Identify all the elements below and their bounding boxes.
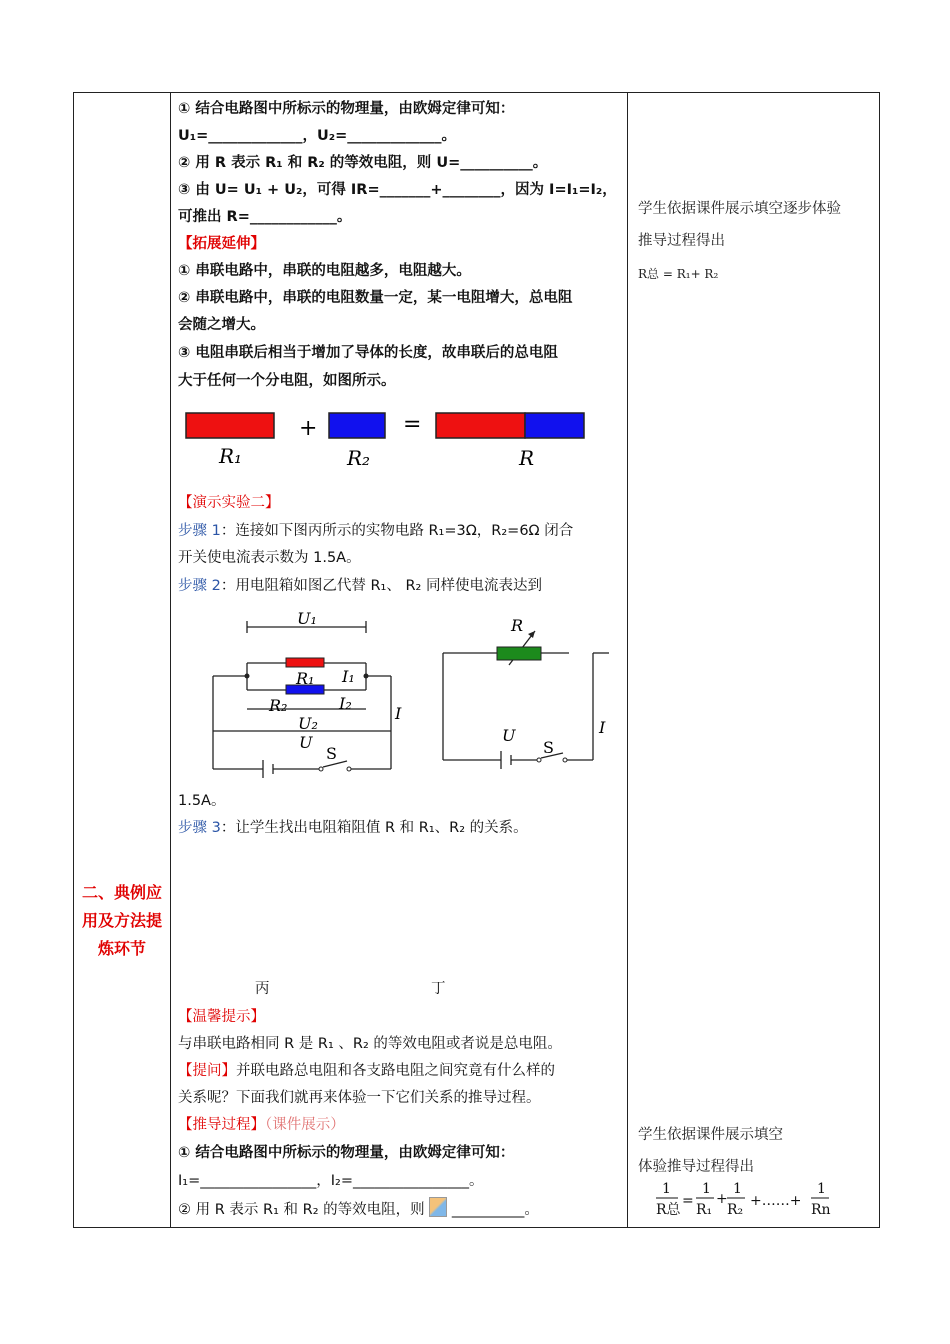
section-label: 二、典例应用及方法提炼环节 [81,883,162,958]
svg-text:1: 1 [817,1181,826,1197]
i1-label: I₁ [342,667,355,686]
svg-text:Rn: Rn [811,1202,831,1218]
step-3-text: ：让学生找出电阻箱阻值 R 和 R₁、R₂ 的关系。 [220,820,528,836]
plus-sign: + [299,416,318,441]
switch-label: S [326,744,337,763]
r-bar-red [436,413,525,438]
student-activity-column [630,93,880,1227]
section-column [74,93,170,1227]
content-column [171,93,627,1227]
extension-point-2: ② 串联电路中，串联的电阻数量一定，某一电阻增大，总电阻 [178,290,573,306]
activity-2-line-1: 学生依据课件展示填空 [638,1127,783,1143]
r2-bar [329,413,385,438]
column-divider-2 [627,93,628,1227]
step-3-label: 步骤 3 [178,820,221,836]
parallel-step-2-blank: __________。 [451,1202,539,1218]
svg-text:1: 1 [702,1181,711,1197]
step-1b: 开关使电流表示数为 1.5A。 [178,550,361,566]
tip-text: 与串联电路相同 R 是 R₁ 、R₂ 的等效电阻或者说是总电阻。 [178,1036,562,1052]
u2-label: U₂ [298,714,318,733]
svg-text:1: 1 [662,1181,671,1197]
svg-text:R₁: R₁ [696,1202,713,1218]
step-1-label: 步骤 1 [178,523,221,539]
activity-1-line-2: 推导过程得出 [638,233,725,249]
activity-2-line-2: 体验推导过程得出 [638,1159,754,1175]
extension-title: 【拓展延伸】 [178,236,265,252]
derivation-step-2: ② 用 R 表示 R₁ 和 R₂ 的等效电阻，则 U=__________。 [178,155,548,171]
svg-text:=: = [682,1193,694,1209]
i-label: I [395,704,402,723]
r1-resistor [286,658,324,667]
i-label-ding: I [599,718,606,737]
question-text: 并联电路总电阻和各支路电阻之间究竟有什么样的 [236,1063,555,1079]
activity-1-line-1: 学生依据课件展示填空逐步体验 [638,201,841,217]
r2-label-circuit: R₂ [269,696,288,715]
r-bar-blue [525,413,584,438]
r1-bar [186,413,274,438]
r-label-ding: R [511,616,524,635]
circuit-bing [201,605,402,775]
question [178,1059,555,1080]
switch-label-ding: S [543,738,554,757]
equals-sign: = [403,412,422,437]
derivation-note: （课件展示） [265,1117,345,1133]
r2-label: R₂ [347,446,371,470]
series-resistance-formula: R总 = R₁+ R₂ [638,267,719,281]
circuit-ding [439,605,609,775]
derivation-title: 【推导过程】 [178,1117,265,1133]
parallel-step-1: ① 结合电路图中所标示的物理量，由欧姆定律可知： [178,1145,515,1161]
derivation-heading [178,1113,345,1134]
figure-label-bing: 丙 [255,981,270,997]
demo-title: 【演示实验二】 [178,495,280,511]
svg-text:R总: R总 [656,1202,681,1218]
embedded-image-icon [429,1197,447,1217]
step-2-label: 步骤 2 [178,578,221,594]
extension-point-3: ③ 电阻串联后相当于增加了导体的长度，故串联后的总电阻 [178,345,558,361]
derivation-step-3: ③ 由 U= U₁ + U₂，可得 IR=_______+________，因为 I=I₁=I₂， [178,182,617,198]
tip-title: 【温馨提示】 [178,1009,265,1025]
extension-point-2b: 会随之增大。 [178,317,265,333]
question-title: 【提问】 [178,1063,236,1079]
svg-text:1: 1 [733,1181,742,1197]
extension-point-1: ① 串联电路中，串联的电阻越多，电阻越大。 [178,263,471,279]
derivation-step-1: ① 结合电路图中所标示的物理量，由欧姆定律可知： [178,101,515,117]
extension-point-3b: 大于任何一个分电阻，如图所示。 [178,373,396,389]
derivation-step-3b: 可推出 R=____________。 [178,209,352,225]
svg-text:+: + [716,1191,728,1207]
step-2b: 1.5A。 [178,793,226,809]
i2-label: I₂ [339,694,352,713]
derivation-step-1-blanks: U₁=_____________，U₂=_____________。 [178,128,457,144]
figure-label-ding: 丁 [431,981,446,997]
u-label-ding: U [502,726,516,745]
r1-label: R₁ [219,444,243,468]
step-2 [178,574,542,595]
svg-text:+……+: +……+ [750,1193,802,1209]
step-1 [178,519,573,540]
r1-label-circuit: R₁ [296,669,315,688]
r-label: R [519,446,535,470]
parallel-step-2 [178,1197,539,1219]
series-resistor-diagram [171,399,627,479]
svg-text:R₂: R₂ [727,1202,744,1218]
step-3 [178,816,528,837]
parallel-step-1-blanks: I₁=________________，I₂=________________。 [178,1173,484,1189]
parallel-step-2-text: ② 用 R 表示 R₁ 和 R₂ 的等效电阻，则 [178,1202,425,1218]
step-2-text: ：用电阻箱如图乙代替 R₁、 R₂ 同样使电流表达到 [220,578,542,594]
u-label: U [299,733,313,752]
step-1-text: ：连接如下图丙所示的实物电路 R₁=3Ω，R₂=6Ω 闭合 [220,523,574,539]
u1-label: U₁ [297,609,317,628]
question-text-2: 关系呢？下面我们就再来体验一下它们关系的推导过程。 [178,1090,541,1106]
parallel-resistance-formula [650,1177,870,1225]
rheostat [497,647,541,660]
lesson-table [73,92,880,1228]
